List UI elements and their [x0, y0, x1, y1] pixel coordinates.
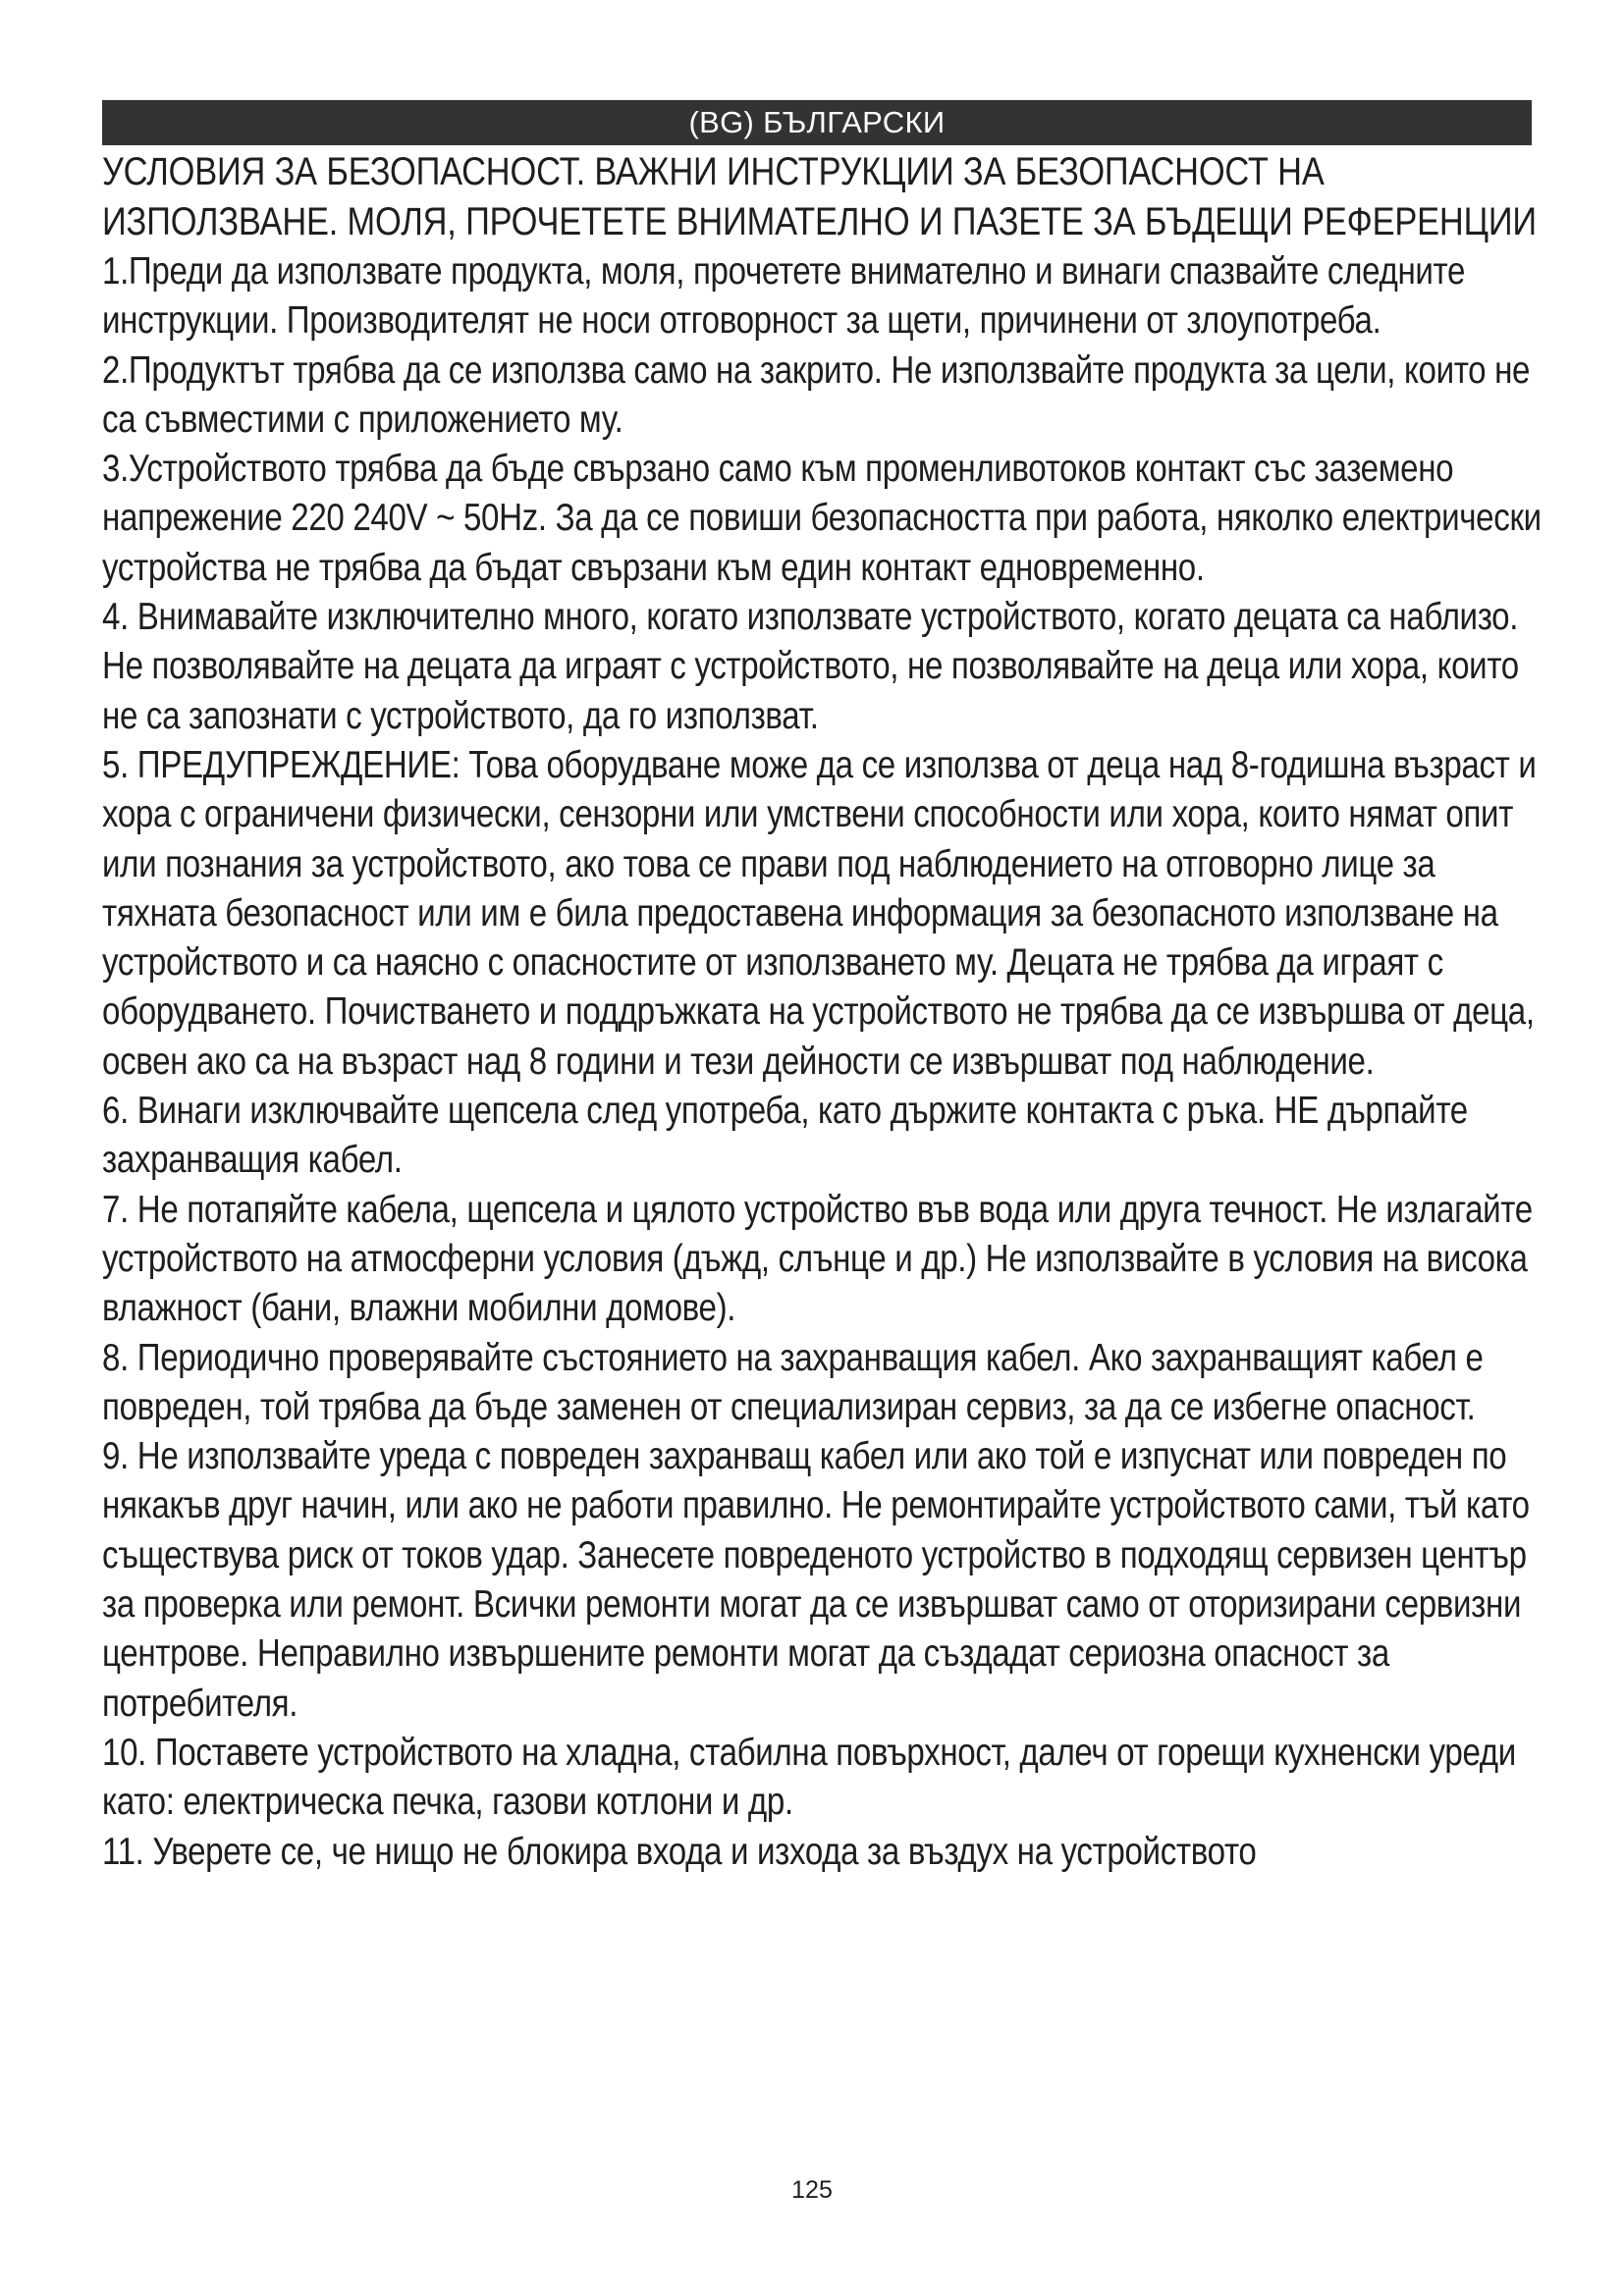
instruction-paragraph-9: 9. Не използвайте уреда с повреден захранващ кабел или ако той е изпуснат или повреден по някакъв друг начин, или ако не работи правилно. Не ремонтирайте устройството сами, тъй като съществува риск от токов удар. Занесете повреденото устройство в подходящ сервизен център за проверка или ремонт. Всички ремонти могат да се извършват само от оторизирани сервизни центрове. Неправилно извършените ремонти могат да създадат сериозна опасност за потребителя. [102, 1435, 1530, 1725]
language-header-bar: (BG) БЪЛГАРСКИ [102, 100, 1532, 145]
instruction-paragraph-7: 7. Не потапяйте кабела, щепсела и цялото устройство във вода или друга течност. Не излагайте устройството на атмосферни условия (дъжд, слънце и др.) Не използвайте в условия на висока влажност (бани, влажни мобилни домове). [102, 1188, 1533, 1330]
safety-instructions [102, 147, 1545, 1877]
instruction-paragraph-4: 4. Внимавайте изключително много, когато използвате устройството, когато децата са наблизо. Не позволявайте на децата да играят с устройството, не позволявайте на деца или хора, които не са запознати с устройството, да го използват. [102, 596, 1519, 737]
instruction-paragraph-5: 5. ПРЕДУПРЕЖДЕНИЕ: Това оборудване може да се използва от деца над 8-годишна възраст и хора с ограничени физически, сензорни или умствени способности или хора, които нямат опит или познания за устройството, ако това се прави под наблюдението на отговорно лице за тяхната безопасност или им е била предоставена информация за безопасното използване на устройството и са наясно с опасностите от използването му. Децата не трябва да играят с оборудването. Почистването и поддръжката на устройството не трябва да се извършва от деца, освен ако са на възраст над 8 години и тези дейности се извършват под наблюдение. [102, 743, 1537, 1083]
instruction-paragraph-8: 8. Периодично проверявайте състоянието на захранващия кабел. Ако захранващият кабел е повреден, той трябва да бъде заменен от специализиран сервиз, за да се избегне опасност. [102, 1336, 1484, 1428]
page-number: 125 [791, 2176, 833, 2204]
instruction-paragraph-2: 2.Продуктът трябва да се използва само на закрито. Не използвайте продукта за цели, които не са съвместими с приложението му. [102, 348, 1531, 441]
instruction-paragraph-1: 1.Преди да използвате продукта, моля, прочетете внимателно и винаги спазвайте следните инструкции. Производителят не носи отговорност за щети, причинени от злоупотреба. [102, 250, 1466, 343]
instruction-paragraph-3: 3.Устройството трябва да бъде свързано само към променливотоков контакт със заземено напрежение 220 240V ~ 50Hz. За да се повиши безопасността при работа, няколко електрически устройства не трябва да бъдат свързани към един контакт едновременно. [102, 448, 1542, 589]
instruction-paragraph-11: 11. Уверете се, че нищо не блокира входа и изхода за въздух на устройството [102, 1830, 1257, 1873]
instruction-paragraph-10: 10. Поставете устройството на хладна, стабилна повърхност, далеч от горещи кухненски уреди като: електрическа печка, газови котлони и др. [102, 1731, 1516, 1824]
instruction-paragraph-6: 6. Винаги изключвайте щепсела след употреба, като държите контакта с ръка. НЕ дърпайте захранващия кабел. [102, 1090, 1468, 1182]
section-title: УСЛОВИЯ ЗА БЕЗОПАСНОСТ. ВАЖНИ ИНСТРУКЦИИ ЗА БЕЗОПАСНОСТ НА ИЗПОЛЗВАНЕ. МОЛЯ, ПРОЧЕТЕТЕ ВНИМАТЕЛНО И ПАЗЕТЕ ЗА БЪДЕЩИ РЕФЕРЕНЦИИ [102, 150, 1537, 243]
